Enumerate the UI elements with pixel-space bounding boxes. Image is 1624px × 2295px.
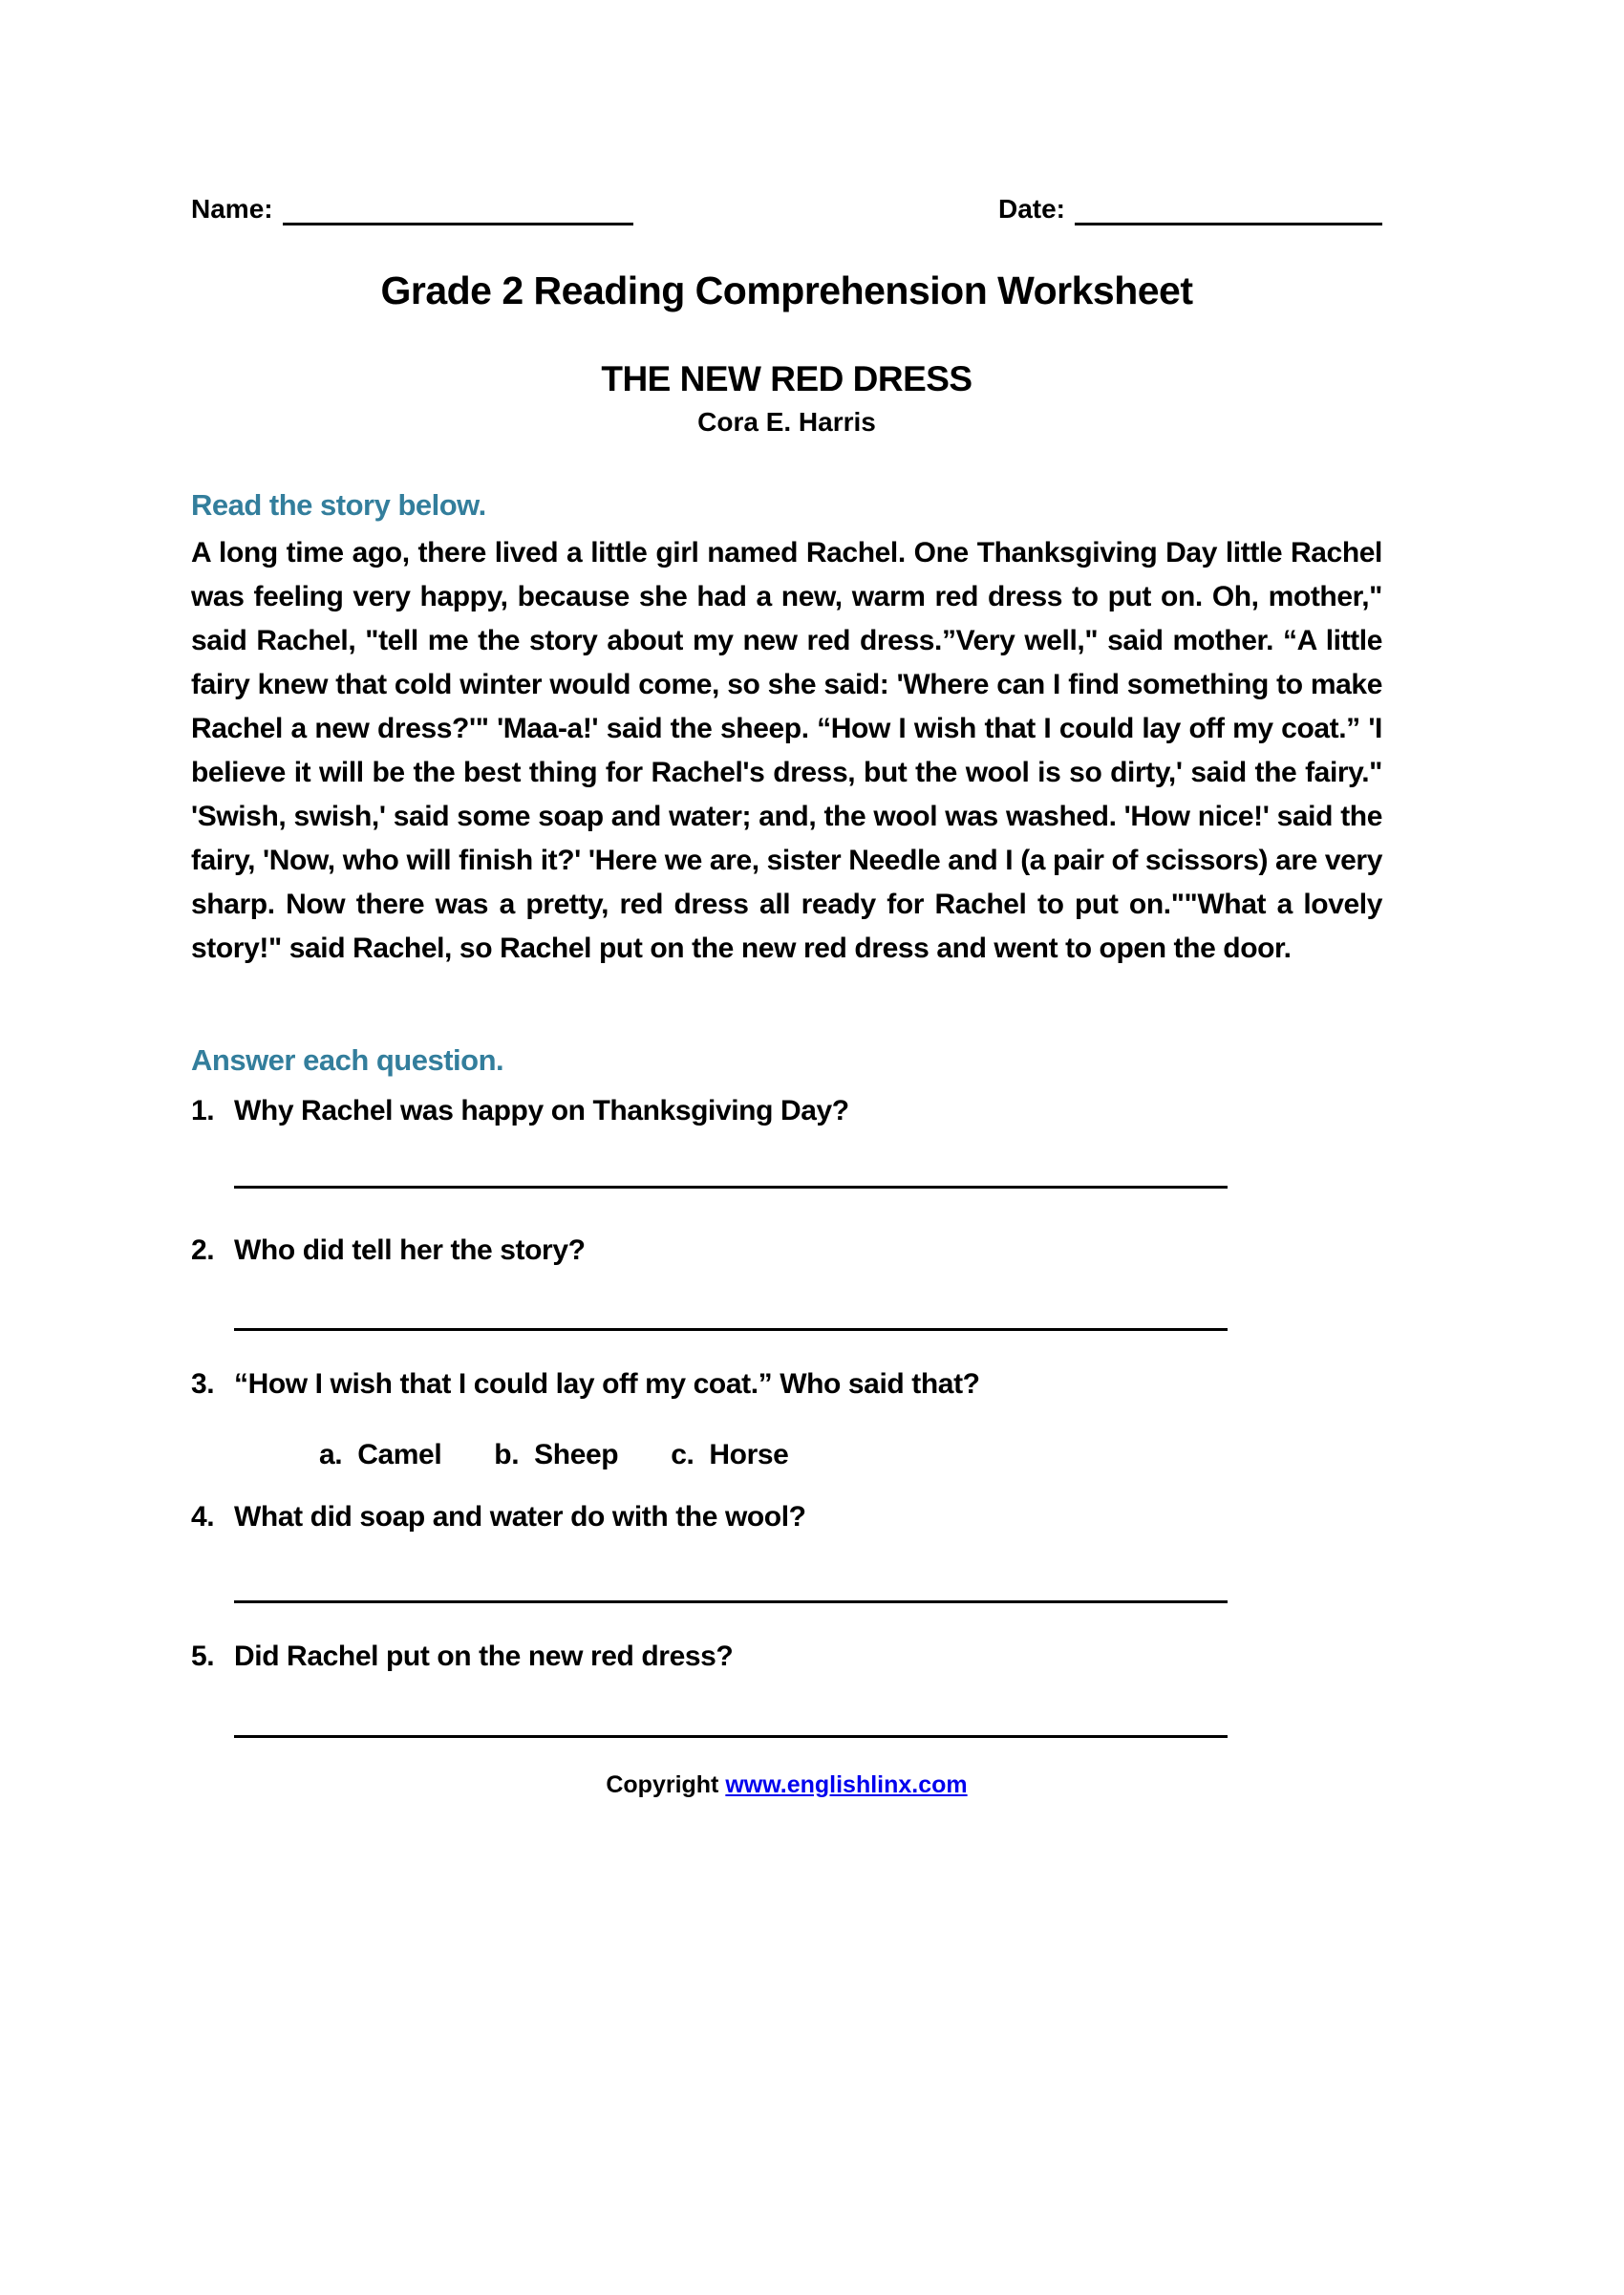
choice-c — [671, 1436, 788, 1474]
question-2-answer-line — [234, 1328, 1228, 1331]
question-5-answer-line — [234, 1735, 1228, 1738]
englishlinx-link[interactable]: www.englishlinx.com — [725, 1771, 968, 1798]
question-5 — [191, 1638, 1382, 1676]
worksheet-page — [0, 193, 1624, 1800]
choice-b-letter: b. — [494, 1439, 520, 1470]
question-3-text: “How I wish that I could lay off my coat.” Who said that? — [234, 1368, 980, 1400]
header-row — [191, 193, 1382, 225]
question-4-number: 4. — [191, 1501, 215, 1533]
story-text: A long time ago, there lived a little girl named Rachel. One Thanksgiving Day little Rachel was feeling very happy, because she had a new, warm red dress to put on. Oh, mother," said Rachel, "tell me the story about my new red dress.”Very well," said mother. “A little fairy knew that cold winter would come, so she said: 'Where can I find something to make Rachel a new dress?'" 'Maa-a!' said the sheep. “How I wish that I could lay off my coat.” 'I believe it will be the best thing for Rachel's dress, but the wool is so dirty,' said the fairy." 'Swish, swish,' said some soap and water; and, the wool was washed. 'How nice!' said the fairy, 'Now, who will finish it?' 'Here we are, sister Needle and I (a pair of scissors) are very sharp. Now there was a pretty, red dress all ready for Rachel to put on.""What a lovely story!" said Rachel, so Rachel put on the new red dress and went to open the door. — [191, 537, 1382, 964]
choice-b — [494, 1436, 618, 1474]
footer — [191, 1770, 1382, 1800]
choice-c-letter: c. — [671, 1439, 694, 1470]
question-5-text: Did Rachel put on the new red dress? — [234, 1641, 734, 1672]
choice-a-letter: a. — [319, 1439, 343, 1470]
read-instruction: Read the story below. — [191, 488, 486, 522]
answer-instruction: Answer each question. — [191, 1043, 504, 1077]
question-3-choices — [319, 1436, 1382, 1474]
question-2-number: 2. — [191, 1234, 215, 1266]
question-3-number: 3. — [191, 1368, 215, 1400]
choice-b-label: Sheep — [534, 1439, 619, 1470]
story-author: Cora E. Harris — [697, 407, 876, 437]
question-5-number: 5. — [191, 1641, 215, 1672]
choice-a — [319, 1436, 441, 1474]
question-2 — [191, 1232, 1382, 1270]
date-label: Date: — [997, 194, 1065, 224]
story-title: THE NEW RED DRESS — [601, 359, 972, 398]
name-blank-line — [283, 197, 633, 225]
copyright-label: Copyright — [606, 1771, 719, 1798]
name-field-group — [191, 193, 633, 225]
question-2-text: Who did tell her the story? — [234, 1234, 586, 1266]
question-1-answer-line — [234, 1186, 1228, 1189]
choice-a-label: Camel — [357, 1439, 442, 1470]
name-label: Name: — [191, 194, 273, 224]
question-4 — [191, 1498, 1382, 1536]
question-1-text: Why Rachel was happy on Thanksgiving Day? — [234, 1095, 849, 1126]
choice-c-label: Horse — [709, 1439, 789, 1470]
question-1-number: 1. — [191, 1095, 215, 1126]
question-1 — [191, 1092, 1382, 1130]
question-3 — [191, 1365, 1382, 1404]
page-title: Grade 2 Reading Comprehension Worksheet — [380, 268, 1193, 312]
question-4-answer-line — [234, 1600, 1228, 1603]
date-field-group — [998, 193, 1382, 225]
date-blank-line — [1075, 197, 1382, 225]
question-4-text: What did soap and water do with the wool? — [234, 1501, 806, 1533]
